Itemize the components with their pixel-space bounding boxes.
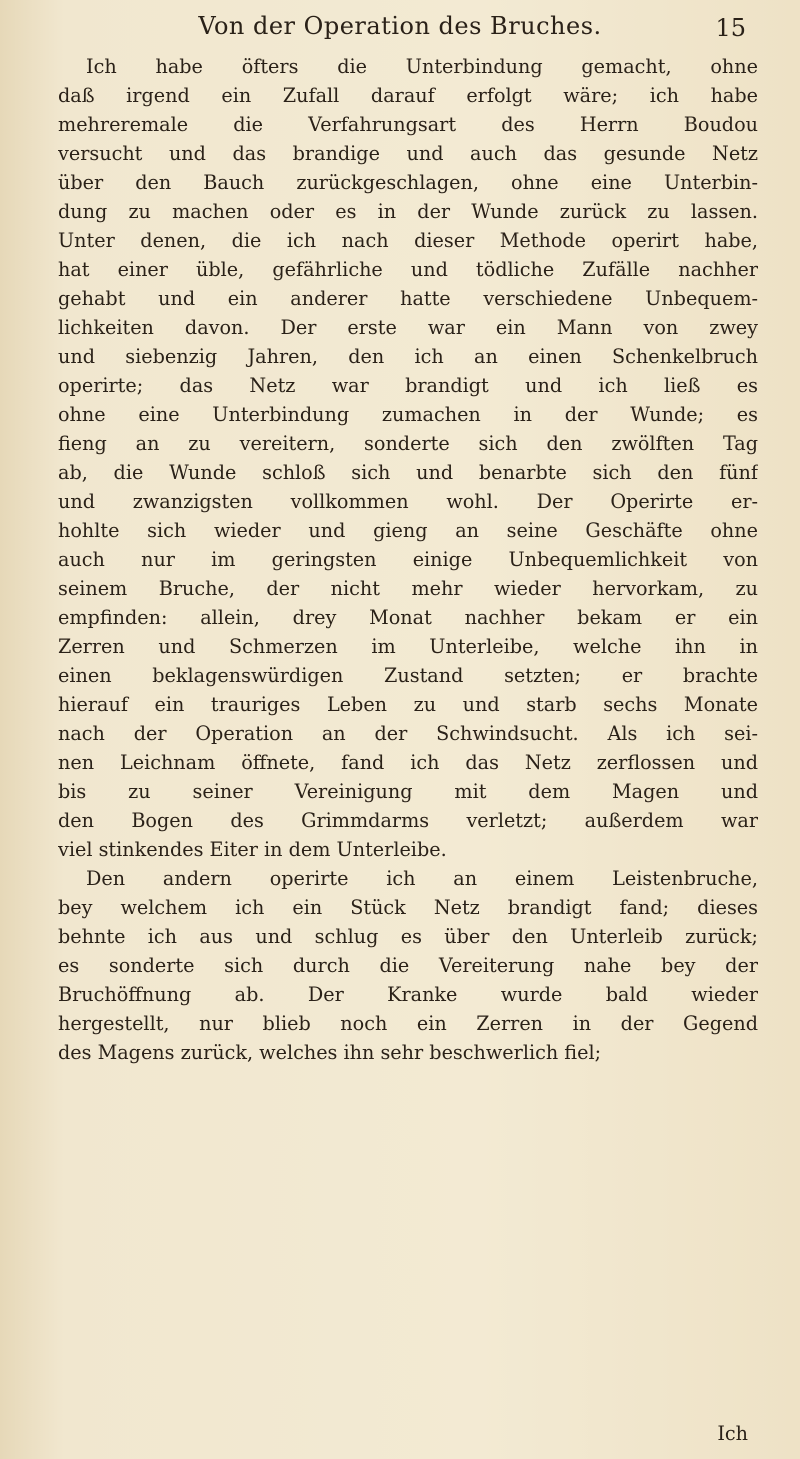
text-line: es sonderte sich durch die Vereiterung nahe bey der [58,954,758,977]
text-line: empfinden: allein, drey Monat nachher bekam er ein [58,606,758,629]
text-line: hat einer üble, gefährliche und tödliche Zufälle nachher [58,258,758,281]
text-line: Bruchöffnung ab. Der Kranke wurde bald wieder [58,983,758,1006]
text-line: des Magens zurück, welches ihn sehr beschwerlich fiel; [58,1041,602,1064]
running-head: Von der Operation des Bruches. [198,12,602,40]
text-line: ab, die Wunde schloß sich und benarbte sich den fünf [58,461,758,484]
text-line: dung zu machen oder es in der Wunde zurück zu lassen. [58,200,758,223]
text-line: und siebenzig Jahren, den ich an einen Schenkelbruch [58,345,758,368]
text-line: bey welchem ich ein Stück Netz brandigt fand; dieses [58,896,758,919]
text-line: über den Bauch zurückgeschlagen, ohne eine Unterbin- [58,171,758,194]
text-line: hergestellt, nur blieb noch ein Zerren in der Gegend [58,1012,758,1035]
text-line: Unter denen, die ich nach dieser Methode operirt habe, [58,229,758,252]
text-line: operirte; das Netz war brandigt und ich ließ es [58,374,758,397]
paragraph-first-line: Den andern operirte ich an einem Leistenbruche, [86,867,758,890]
text-line: den Bogen des Grimmdarms verletzt; außerdem war [58,809,758,832]
text-line: seinem Bruche, der nicht mehr wieder hervorkam, zu [58,577,758,600]
text-line: versucht und das brandige und auch das gesunde Netz [58,142,758,165]
text-line: hierauf ein trauriges Leben zu und starb sechs Monate [58,693,758,716]
text-line: bis zu seiner Vereinigung mit dem Magen und [58,780,758,803]
text-line: lichkeiten davon. Der erste war ein Mann von zwey [58,316,758,339]
text-line: viel stinkendes Eiter in dem Unterleibe. [58,838,447,861]
catchword: Ich [717,1422,748,1445]
text-line: daß irgend ein Zufall darauf erfolgt wäre; ich habe [58,84,758,107]
text-line: mehreremale die Verfahrungsart des Herrn Boudou [58,113,758,136]
paragraph-first-line: Ich habe öfters die Unterbindung gemacht, ohne [86,55,758,78]
text-line: und zwanzigsten vollkommen wohl. Der Operirte er- [58,490,758,513]
text-line: nen Leichnam öffnete, fand ich das Netz zerflossen und [58,751,758,774]
page-number: 15 [715,14,746,42]
text-line: Zerren und Schmerzen im Unterleibe, welche ihn in [58,635,758,658]
text-line: behnte ich aus und schlug es über den Unterleib zurück; [58,925,758,948]
text-line: auch nur im geringsten einige Unbequemlichkeit von [58,548,758,571]
text-line: nach der Operation an der Schwindsucht. Als ich sei- [58,722,758,745]
page-header [0,6,800,46]
text-line: fieng an zu vereitern, sonderte sich den zwölften Tag [58,432,758,455]
text-line: einen beklagenswürdigen Zustand setzten; er brachte [58,664,758,687]
text-line: hohlte sich wieder und gieng an seine Geschäfte ohne [58,519,758,542]
text-line: ohne eine Unterbindung zumachen in der Wunde; es [58,403,758,426]
body-text [58,52,758,1067]
text-line: gehabt und ein anderer hatte verschiedene Unbequem- [58,287,758,310]
